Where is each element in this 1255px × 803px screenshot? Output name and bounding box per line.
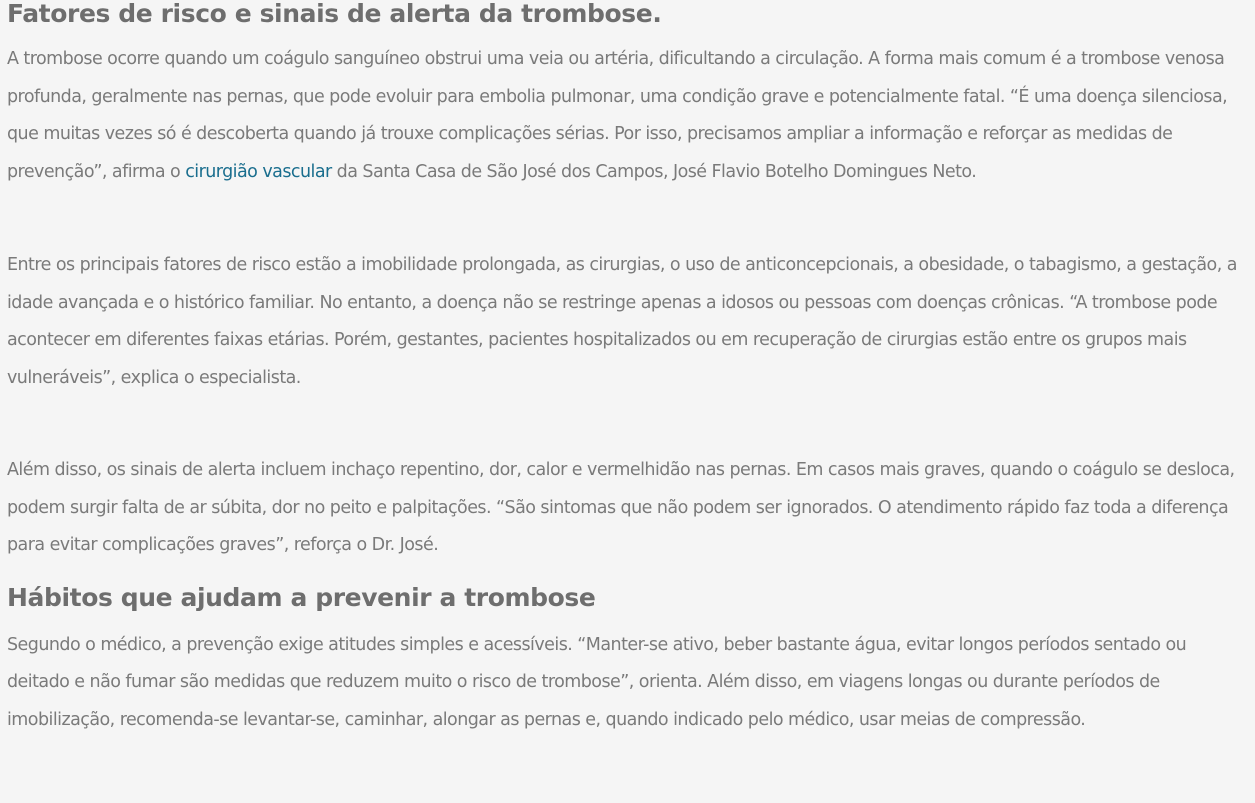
paragraph-intro-text: A trombose ocorre quando um coágulo sanguíneo obstrui uma veia ou artéria, dificultando a circulação. A forma mais comum é a trombose venosa profunda, geralmente nas pernas, que pode evoluir para embolia pulmonar, uma condição grave e potencialmente fatal. “É uma doença silenciosa, que muitas vezes só é descoberta quando já trouxe complicações sérias. Por isso, precisamos ampliar a informação e reforçar as medidas de prevenção”, afirma o	[7, 49, 1228, 182]
paragraph-intro	[7, 41, 1248, 191]
section-heading-risk-factors: Fatores de risco e sinais de alerta da trombose.	[7, 0, 662, 28]
vascular-surgeon-link[interactable]: cirurgião vascular	[185, 161, 332, 182]
paragraph-risk-factors: Entre os principais fatores de risco estão a imobilidade prolongada, as cirurgias, o uso de anticoncepcionais, a obesidade, o tabagismo, a gestação, a idade avançada e o histórico familiar. No entanto, a doença não se restringe apenas a idosos ou pessoas com doenças crônicas. “A trombose pode acontecer em diferentes faixas etárias. Porém, gestantes, pacientes hospitalizados ou em recuperação de cirurgias estão entre os grupos mais vulneráveis”, explica o especialista.	[7, 255, 1237, 388]
paragraph-prevention: Segundo o médico, a prevenção exige atitudes simples e acessíveis. “Manter-se ativo, beber bastante água, evitar longos períodos sentado ou deitado e não fumar são medidas que reduzem muito o risco de trombose”, orienta. Além disso, em viagens longas ou durante períodos de imobilização, recomenda-se levantar-se, caminhar, alongar as pernas e, quando indicado pelo médico, usar meias de compressão.	[7, 634, 1187, 730]
paragraph-intro-text-end: da Santa Casa de São José dos Campos, José Flavio Botelho Domingues Neto.	[331, 161, 977, 182]
paragraph-warning-signs: Além disso, os sinais de alerta incluem inchaço repentino, dor, calor e vermelhidão nas pernas. Em casos mais graves, quando o coágulo se desloca, podem surgir falta de ar súbita, dor no peito e palpitações. “São sintomas que não podem ser ignorados. O atendimento rápido faz toda a diferença para evitar complicações graves”, reforça o Dr. José.	[7, 460, 1235, 555]
section-heading-prevention-habits: Hábitos que ajudam a prevenir a trombose	[7, 582, 596, 612]
